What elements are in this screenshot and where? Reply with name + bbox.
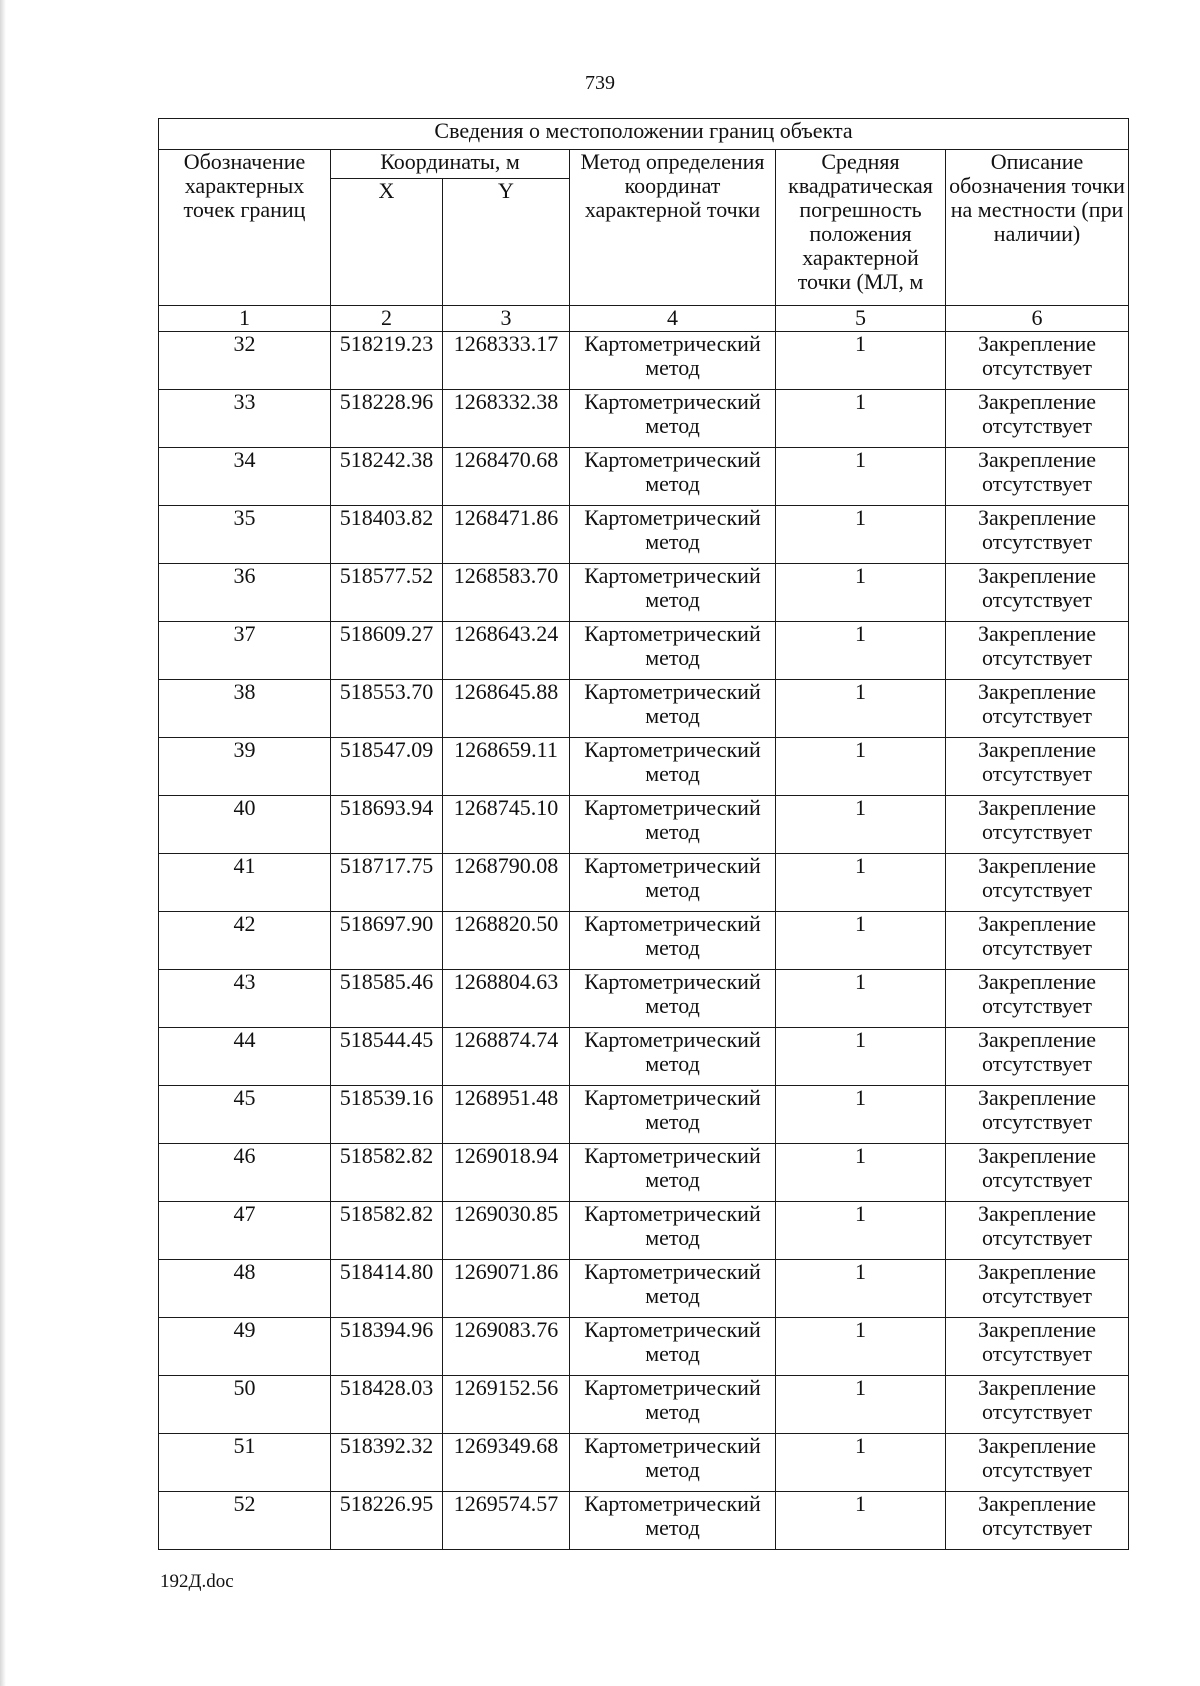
cell-point: 43 bbox=[159, 970, 331, 1028]
cell-error: 1 bbox=[776, 1318, 946, 1376]
table-row bbox=[159, 448, 1129, 506]
cell-error: 1 bbox=[776, 622, 946, 680]
cell-method: Картометрический метод bbox=[570, 390, 776, 448]
table-row bbox=[159, 564, 1129, 622]
cell-description: Закрепление отсутствует bbox=[946, 970, 1129, 1028]
cell-point: 38 bbox=[159, 680, 331, 738]
cell-point: 36 bbox=[159, 564, 331, 622]
table-body bbox=[159, 332, 1129, 1550]
cell-error: 1 bbox=[776, 1086, 946, 1144]
cell-description: Закрепление отсутствует bbox=[946, 332, 1129, 390]
cell-error: 1 bbox=[776, 680, 946, 738]
cell-description: Закрепление отсутствует bbox=[946, 1492, 1129, 1550]
cell-method: Картометрический метод bbox=[570, 1144, 776, 1202]
cell-method: Картометрический метод bbox=[570, 738, 776, 796]
cell-y: 1268643.24 bbox=[443, 622, 570, 680]
cell-method: Картометрический метод bbox=[570, 1376, 776, 1434]
cell-point: 47 bbox=[159, 1202, 331, 1260]
cell-y: 1269030.85 bbox=[443, 1202, 570, 1260]
cell-x: 518242.38 bbox=[331, 448, 443, 506]
cell-description: Закрепление отсутствует bbox=[946, 1144, 1129, 1202]
cell-error: 1 bbox=[776, 564, 946, 622]
cell-point: 45 bbox=[159, 1086, 331, 1144]
cell-x: 518582.82 bbox=[331, 1202, 443, 1260]
cell-point: 44 bbox=[159, 1028, 331, 1086]
cell-x: 518585.46 bbox=[331, 970, 443, 1028]
cell-y: 1268790.08 bbox=[443, 854, 570, 912]
cell-point: 42 bbox=[159, 912, 331, 970]
scan-edge-shadow bbox=[0, 0, 6, 1686]
cell-description: Закрепление отсутствует bbox=[946, 1376, 1129, 1434]
cell-y: 1268659.11 bbox=[443, 738, 570, 796]
cell-y: 1269349.68 bbox=[443, 1434, 570, 1492]
cell-error: 1 bbox=[776, 1202, 946, 1260]
column-number: 2 bbox=[331, 306, 443, 332]
table-row bbox=[159, 970, 1129, 1028]
table-row bbox=[159, 622, 1129, 680]
cell-error: 1 bbox=[776, 1492, 946, 1550]
cell-x: 518693.94 bbox=[331, 796, 443, 854]
cell-y: 1268471.86 bbox=[443, 506, 570, 564]
cell-y: 1268804.63 bbox=[443, 970, 570, 1028]
cell-error: 1 bbox=[776, 738, 946, 796]
table-row bbox=[159, 738, 1129, 796]
cell-description: Закрепление отсутствует bbox=[946, 448, 1129, 506]
cell-description: Закрепление отсутствует bbox=[946, 390, 1129, 448]
cell-description: Закрепление отсутствует bbox=[946, 1086, 1129, 1144]
cell-error: 1 bbox=[776, 1028, 946, 1086]
cell-method: Картометрический метод bbox=[570, 1434, 776, 1492]
cell-x: 518219.23 bbox=[331, 332, 443, 390]
cell-method: Картометрический метод bbox=[570, 854, 776, 912]
cell-description: Закрепление отсутствует bbox=[946, 506, 1129, 564]
cell-x: 518547.09 bbox=[331, 738, 443, 796]
cell-method: Картометрический метод bbox=[570, 1492, 776, 1550]
cell-description: Закрепление отсутствует bbox=[946, 738, 1129, 796]
cell-method: Картометрический метод bbox=[570, 448, 776, 506]
cell-point: 50 bbox=[159, 1376, 331, 1434]
cell-method: Картометрический метод bbox=[570, 1318, 776, 1376]
cell-y: 1269152.56 bbox=[443, 1376, 570, 1434]
cell-description: Закрепление отсутствует bbox=[946, 1260, 1129, 1318]
cell-description: Закрепление отсутствует bbox=[946, 796, 1129, 854]
cell-y: 1268874.74 bbox=[443, 1028, 570, 1086]
cell-x: 518553.70 bbox=[331, 680, 443, 738]
cell-method: Картометрический метод bbox=[570, 506, 776, 564]
cell-error: 1 bbox=[776, 332, 946, 390]
column-number: 1 bbox=[159, 306, 331, 332]
cell-y: 1268333.17 bbox=[443, 332, 570, 390]
cell-description: Закрепление отсутствует bbox=[946, 1202, 1129, 1260]
cell-y: 1268820.50 bbox=[443, 912, 570, 970]
cell-point: 46 bbox=[159, 1144, 331, 1202]
cell-y: 1268332.38 bbox=[443, 390, 570, 448]
cell-y: 1269018.94 bbox=[443, 1144, 570, 1202]
table-row bbox=[159, 1202, 1129, 1260]
cell-point: 35 bbox=[159, 506, 331, 564]
header-point-designation: Обозначение характерных точек границ bbox=[159, 150, 331, 306]
cell-point: 33 bbox=[159, 390, 331, 448]
cell-point: 51 bbox=[159, 1434, 331, 1492]
table-row bbox=[159, 796, 1129, 854]
cell-point: 41 bbox=[159, 854, 331, 912]
cell-method: Картометрический метод bbox=[570, 1028, 776, 1086]
cell-description: Закрепление отсутствует bbox=[946, 1318, 1129, 1376]
cell-point: 48 bbox=[159, 1260, 331, 1318]
cell-y: 1268745.10 bbox=[443, 796, 570, 854]
cell-x: 518403.82 bbox=[331, 506, 443, 564]
cell-x: 518428.03 bbox=[331, 1376, 443, 1434]
table-row bbox=[159, 1086, 1129, 1144]
cell-method: Картометрический метод bbox=[570, 912, 776, 970]
cell-method: Картометрический метод bbox=[570, 1086, 776, 1144]
cell-y: 1268583.70 bbox=[443, 564, 570, 622]
cell-y: 1268951.48 bbox=[443, 1086, 570, 1144]
cell-method: Картометрический метод bbox=[570, 680, 776, 738]
cell-point: 40 bbox=[159, 796, 331, 854]
footer-filename: 192Д.doc bbox=[160, 1571, 234, 1592]
cell-x: 518414.80 bbox=[331, 1260, 443, 1318]
table-row bbox=[159, 332, 1129, 390]
column-number: 5 bbox=[776, 306, 946, 332]
header-error: Средняя квадратическая погрешность положения характерной точки (МЛ, м bbox=[776, 150, 946, 306]
cell-method: Картометрический метод bbox=[570, 1260, 776, 1318]
table-title: Сведения о местоположении границ объекта bbox=[159, 119, 1129, 150]
column-number: 6 bbox=[946, 306, 1129, 332]
table-row bbox=[159, 1318, 1129, 1376]
cell-description: Закрепление отсутствует bbox=[946, 622, 1129, 680]
cell-x: 518539.16 bbox=[331, 1086, 443, 1144]
cell-error: 1 bbox=[776, 448, 946, 506]
cell-error: 1 bbox=[776, 1434, 946, 1492]
cell-y: 1269574.57 bbox=[443, 1492, 570, 1550]
cell-error: 1 bbox=[776, 1260, 946, 1318]
table-row bbox=[159, 1376, 1129, 1434]
table-row bbox=[159, 1492, 1129, 1550]
cell-method: Картометрический метод bbox=[570, 970, 776, 1028]
header-coordinates: Координаты, м bbox=[331, 150, 570, 179]
header-x: X bbox=[331, 179, 443, 306]
cell-description: Закрепление отсутствует bbox=[946, 680, 1129, 738]
cell-x: 518392.32 bbox=[331, 1434, 443, 1492]
cell-x: 518226.95 bbox=[331, 1492, 443, 1550]
cell-description: Закрепление отсутствует bbox=[946, 912, 1129, 970]
cell-point: 49 bbox=[159, 1318, 331, 1376]
cell-x: 518582.82 bbox=[331, 1144, 443, 1202]
table-row bbox=[159, 680, 1129, 738]
table-row bbox=[159, 1260, 1129, 1318]
header-y: Y bbox=[443, 179, 570, 306]
header-method: Метод определения координат характерной точки bbox=[570, 150, 776, 306]
table-row bbox=[159, 854, 1129, 912]
cell-point: 37 bbox=[159, 622, 331, 680]
cell-description: Закрепление отсутствует bbox=[946, 854, 1129, 912]
cell-error: 1 bbox=[776, 1144, 946, 1202]
cell-y: 1268645.88 bbox=[443, 680, 570, 738]
cell-point: 34 bbox=[159, 448, 331, 506]
table-row bbox=[159, 912, 1129, 970]
cell-x: 518394.96 bbox=[331, 1318, 443, 1376]
cell-y: 1269083.76 bbox=[443, 1318, 570, 1376]
cell-x: 518609.27 bbox=[331, 622, 443, 680]
cell-point: 32 bbox=[159, 332, 331, 390]
table-row bbox=[159, 1144, 1129, 1202]
table-row bbox=[159, 1028, 1129, 1086]
cell-method: Картометрический метод bbox=[570, 332, 776, 390]
table-row bbox=[159, 1434, 1129, 1492]
cell-description: Закрепление отсутствует bbox=[946, 1434, 1129, 1492]
table-row bbox=[159, 506, 1129, 564]
cell-error: 1 bbox=[776, 390, 946, 448]
cell-x: 518544.45 bbox=[331, 1028, 443, 1086]
cell-x: 518717.75 bbox=[331, 854, 443, 912]
cell-y: 1269071.86 bbox=[443, 1260, 570, 1318]
cell-method: Картометрический метод bbox=[570, 1202, 776, 1260]
cell-x: 518697.90 bbox=[331, 912, 443, 970]
column-number: 3 bbox=[443, 306, 570, 332]
cell-point: 52 bbox=[159, 1492, 331, 1550]
boundary-table bbox=[158, 118, 1129, 1550]
cell-y: 1268470.68 bbox=[443, 448, 570, 506]
cell-x: 518577.52 bbox=[331, 564, 443, 622]
table-row bbox=[159, 390, 1129, 448]
cell-description: Закрепление отсутствует bbox=[946, 1028, 1129, 1086]
cell-error: 1 bbox=[776, 506, 946, 564]
column-number-row bbox=[159, 306, 1129, 332]
cell-x: 518228.96 bbox=[331, 390, 443, 448]
cell-error: 1 bbox=[776, 970, 946, 1028]
cell-error: 1 bbox=[776, 796, 946, 854]
cell-error: 1 bbox=[776, 912, 946, 970]
cell-method: Картометрический метод bbox=[570, 564, 776, 622]
page-number: 739 bbox=[585, 72, 615, 94]
column-number: 4 bbox=[570, 306, 776, 332]
header-description: Описание обозначения точки на местности (при наличии) bbox=[946, 150, 1129, 306]
cell-method: Картометрический метод bbox=[570, 622, 776, 680]
cell-point: 39 bbox=[159, 738, 331, 796]
cell-error: 1 bbox=[776, 1376, 946, 1434]
cell-error: 1 bbox=[776, 854, 946, 912]
cell-method: Картометрический метод bbox=[570, 796, 776, 854]
cell-description: Закрепление отсутствует bbox=[946, 564, 1129, 622]
